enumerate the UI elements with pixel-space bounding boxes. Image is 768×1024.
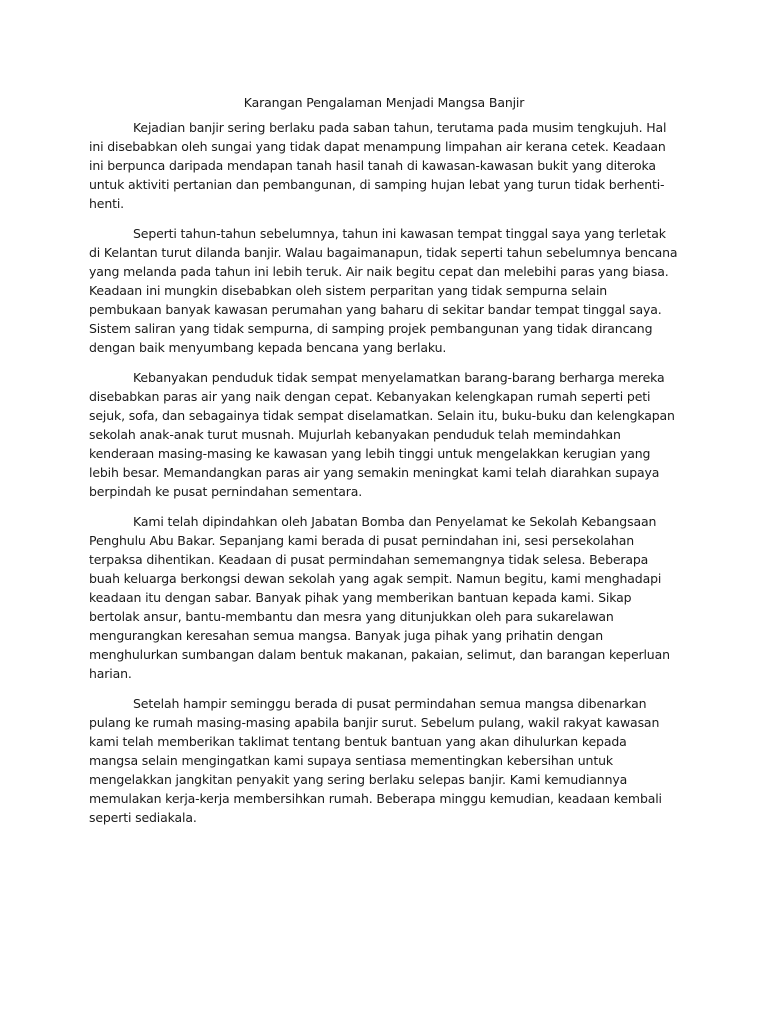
paragraph-2: Seperti tahun-tahun sebelumnya, tahun ini kawasan tempat tinggal saya yang terletak di Kelantan turut dilanda banjir. Walau bagaimanapun, tidak seperti tahun sebelumnya bencana yang melanda pada tahun ini lebih teruk. Air naik begitu cepat dan melebihi paras yang biasa. Keadaan ini mungkin disebabkan oleh sistem perparitan yang tidak sempurna selain pembukaan banyak kawasan perumahan yang baharu di sekitar bandar tempat tinggal saya. Sistem saliran yang tidak sempurna, di samping projek pembangunan yang tidak dirancang dengan baik menyumbang kepada bencana yang berlaku. — [89, 226, 678, 355]
document-body — [89, 93, 679, 838]
paragraph-5: Setelah hampir seminggu berada di pusat permindahan semua mangsa dibenarkan pulang ke rumah masing-masing apabila banjir surut. Sebelum pulang, wakil rakyat kawasan kami telah memberikan taklimat tentang bentuk bantuan yang akan dihulurkan kepada mangsa selain mengingatkan kami supaya sentiasa mementingkan kebersihan untuk mengelakkan jangkitan penyakit yang sering berlaku selepas banjir. Kami kemudiannya memulakan kerja-kerja membersihkan rumah. Beberapa minggu kemudian, keadaan kembali seperti sediakala. — [89, 696, 662, 825]
paragraph-4: Kami telah dipindahkan oleh Jabatan Bomba dan Penyelamat ke Sekolah Kebangsaan Penghulu Abu Bakar. Sepanjang kami berada di pusat pernindahan ini, sesi persekolahan terpaksa dihentikan. Keadaan di pusat permindahan sememangnya tidak selesa. Beberapa buah keluarga berkongsi dewan sekolah yang agak sempit. Namun begitu, kami menghadapi keadaan itu dengan sabar. Banyak pihak yang memberikan bantuan kepada kami. Sikap bertolak ansur, bantu-membantu dan mesra yang ditunjukkan oleh para sukarelawan mengurangkan keresahan semua mangsa. Banyak juga pihak yang prihatin dengan menghulurkan sumbangan dalam bentuk makanan, pakaian, selimut, dan barangan keperluan harian. — [89, 514, 670, 681]
paragraph-3: Kebanyakan penduduk tidak sempat menyelamatkan barang-barang berharga mereka disebabkan paras air yang naik dengan cepat. Kebanyakan kelengkapan rumah seperti peti sejuk, sofa, dan sebagainya tidak sempat diselamatkan. Selain itu, buku-buku dan kelengkapan sekolah anak-anak turut musnah. Mujurlah kebanyakan penduduk telah memindahkan kenderaan masing-masing ke kawasan yang lebih tinggi untuk mengelakkan kerugian yang lebih besar. Memandangkan paras air yang semakin meningkat kami telah diarahkan supaya berpindah ke pusat pernindahan sementara. — [89, 370, 675, 499]
paragraph-1: Kejadian banjir sering berlaku pada saban tahun, terutama pada musim tengkujuh. Hal ini disebabkan oleh sungai yang tidak dapat menampung limpahan air kerana cetek. Keadaan ini berpunca daripada mendapan tanah hasil tanah di kawasan-kawasan bukit yang diteroka untuk aktiviti pertanian dan pembangunan, di samping hujan lebat yang turun tidak berhenti-henti. — [89, 120, 667, 211]
document-title: Karangan Pengalaman Menjadi Mangsa Banjir — [243, 95, 525, 110]
